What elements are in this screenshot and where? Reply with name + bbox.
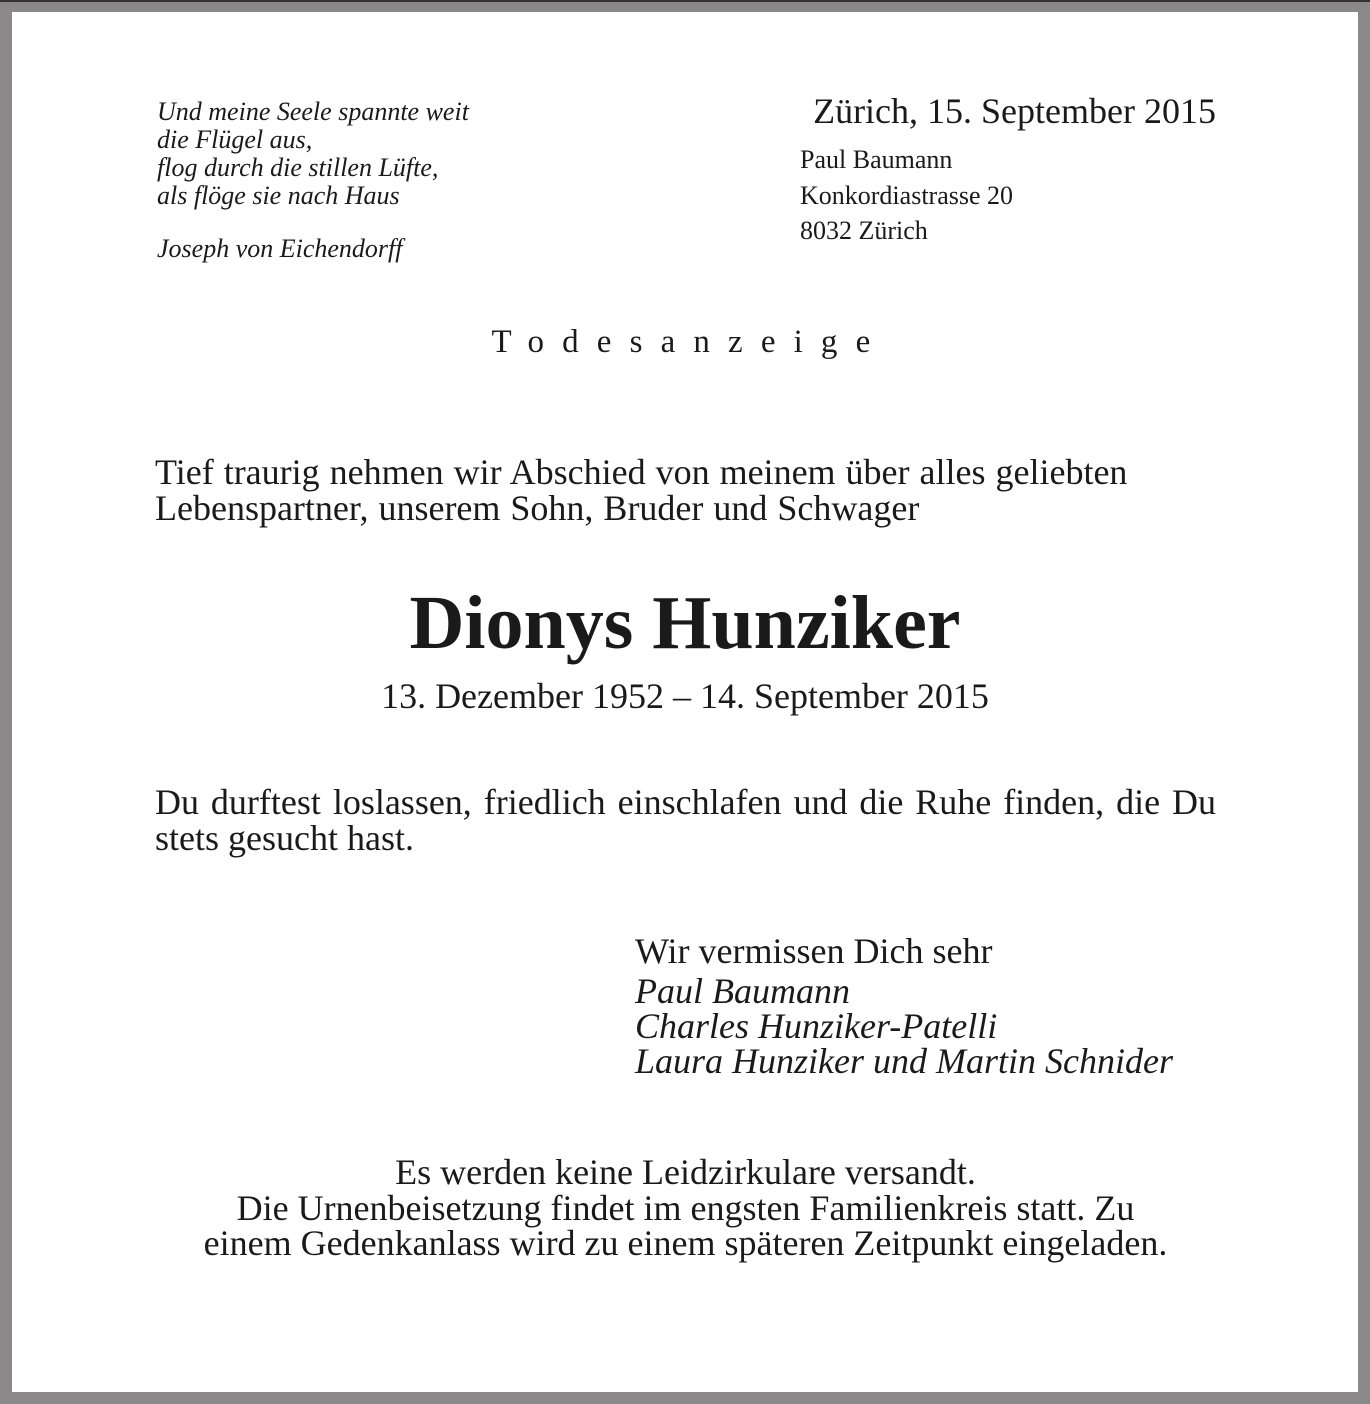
poem-line: die Flügel aus,: [157, 125, 313, 154]
sender-address: [800, 142, 1013, 249]
address-line: Paul Baumann: [800, 145, 953, 174]
closing-line: Die Urnenbeisetzung findet im engsten Familienkreis statt. Zu: [236, 1187, 1135, 1228]
window-top-border: [0, 0, 1370, 2]
address-line: Konkordiastrasse 20: [800, 180, 1014, 210]
closing-line: Es werden keine Leidzirkulare versandt.: [395, 1152, 976, 1192]
mourners-list: [635, 971, 1173, 1081]
poem-line: als flöge sie nach Haus: [157, 181, 400, 210]
notice-title: Todesanzeige: [491, 324, 889, 360]
mourners-heading: Wir vermissen Dich sehr: [635, 931, 993, 971]
farewell-text: Du durftest loslassen, friedlich einschlafen und die Ruhe finden, die Du stets gesucht hast.: [155, 782, 1216, 858]
life-dates: 13. Dezember 1952 – 14. September 2015: [381, 676, 989, 716]
mourner-name: Charles Hunziker-Patelli: [635, 1006, 998, 1046]
closing-line: einem Gedenkanlass wird zu einem späteren Zeitpunkt eingeladen.: [203, 1223, 1168, 1263]
poem-line: Und meine Seele spannte weit: [157, 97, 469, 126]
mourner-name: Laura Hunziker und Martin Schnider: [635, 1041, 1173, 1081]
place-date: Zürich, 15. September 2015: [813, 91, 1216, 131]
address-line: 8032 Zürich: [800, 216, 928, 245]
poem-author: Joseph von Eichendorff: [157, 234, 403, 263]
poem: [157, 98, 469, 210]
poem-line: flog durch die stillen Lüfte,: [157, 153, 439, 182]
mourner-name: Paul Baumann: [635, 971, 850, 1011]
document-page: [12, 12, 1358, 1392]
deceased-name: Dionys Hunziker: [409, 581, 961, 665]
closing-text: [155, 1152, 1216, 1263]
intro-text: Tief traurig nehmen wir Abschied von meinem über alles geliebten Lebenspartner, unserem Sohn, Bruder und Schwager: [155, 452, 1128, 528]
